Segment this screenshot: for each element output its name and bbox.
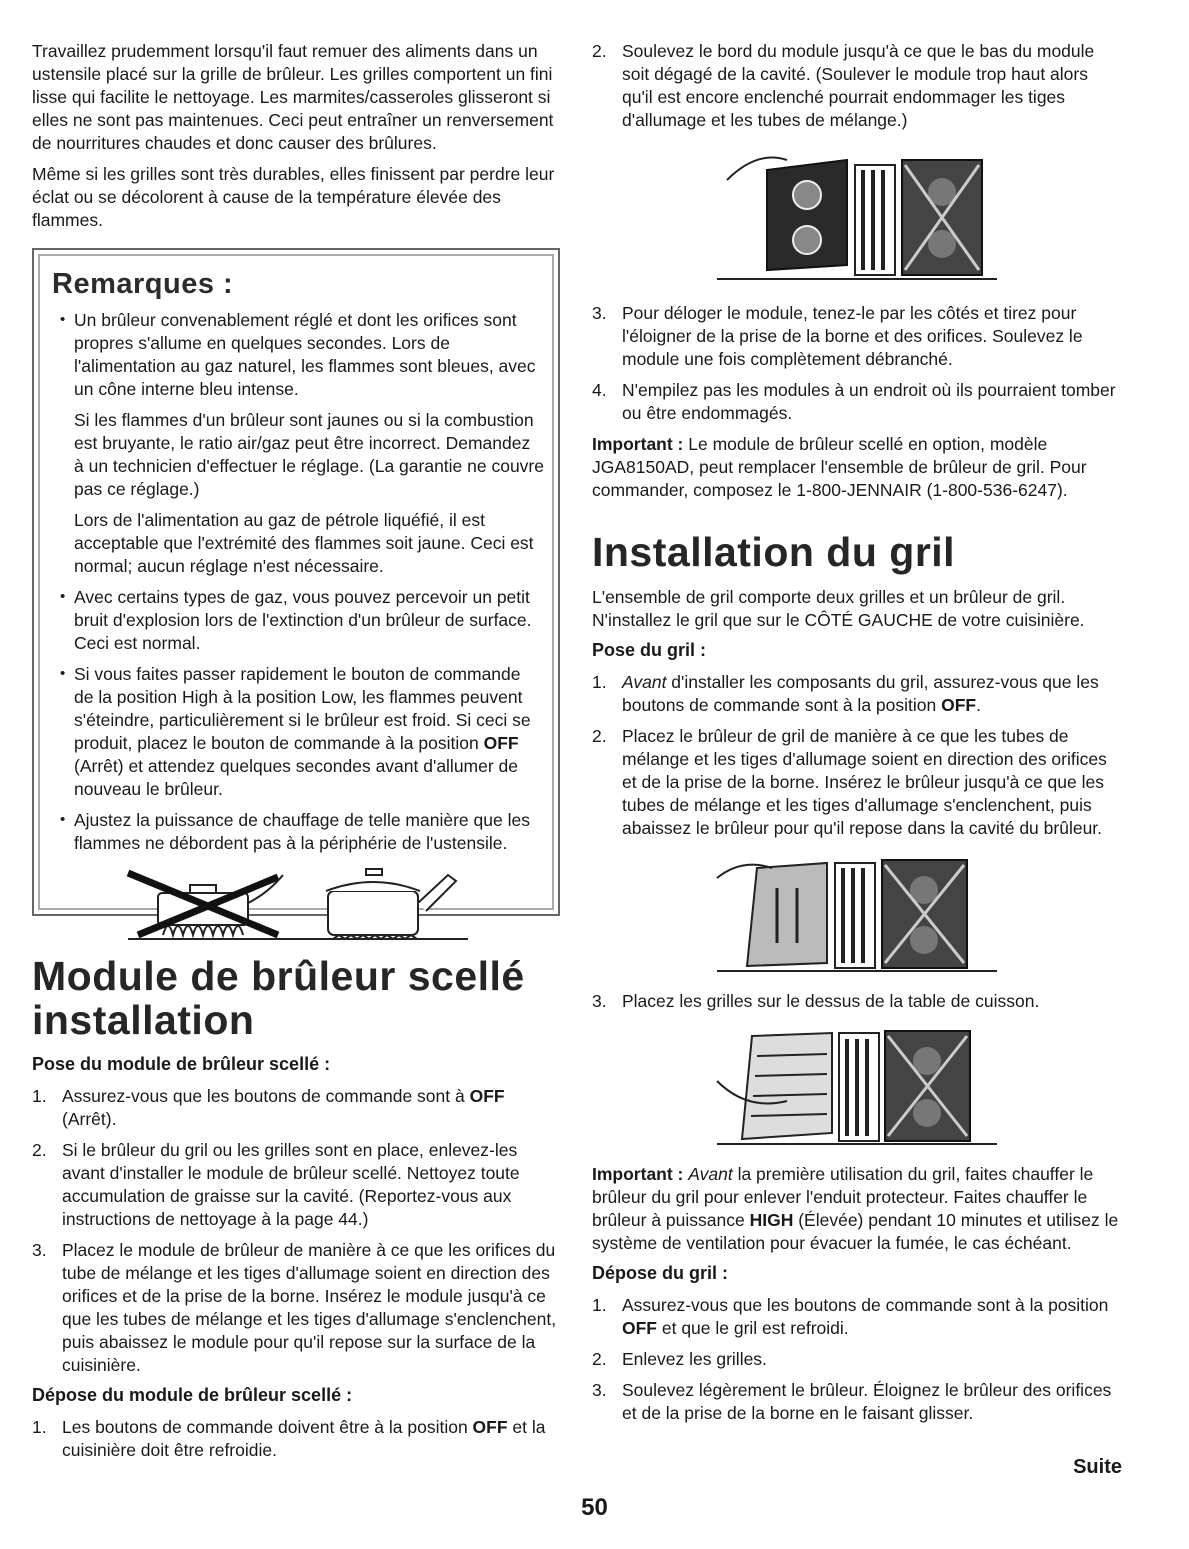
wrong-flame-icon [128, 873, 283, 935]
notes-bullet: • Si vous faites passer rapidement le bouton de commande de la position High à la position Low, les flammes peuvent s'éteindre, particulièrement si le brûleur est froid. Si ceci se produit, placez le bouton de commande à la position OFF (Arrêt) et attendez quelques secondes avant d'allumer de nouveau le brûleur. [60, 664, 531, 799]
depose-gril-step: 3. Soulevez légèrement le brûleur. Éloignez le brûleur des orifices et de la prise de la borne en le faisant glisser. [592, 1380, 1112, 1423]
gril-intro: L'ensemble de gril comporte deux grilles et un brûleur de gril. N'installez le gril que sur le CÔTÉ GAUCHE de votre cuisinière. [592, 587, 1085, 630]
gril-grate-icon [717, 1033, 832, 1139]
gril-install-illustration [707, 848, 1007, 978]
cookware-illustration [118, 863, 478, 943]
notes-bullet: • Avec certains types de gaz, vous pouvez percevoir un petit bruit d'explosion lors de l'extinction d'un brûleur de surface. Ceci est normal. [60, 587, 532, 653]
vent-grille-icon [855, 165, 895, 275]
module-removal-step: 2. Soulevez le bord du module jusqu'à ce que le bas du module soit dégagé de la cavité. (Soulever le module trop haut alors qu'il est encore enclenché pourrait endommager les tiges d'allumage et les tubes de mélange.) [592, 41, 1095, 130]
notes-box [32, 248, 560, 916]
gril-burner-icon [717, 863, 827, 966]
notes-bullet: • Un brûleur convenablement réglé et dont les orifices sont propres s'allume en quelques secondes. Lors de l'alimentation au gaz naturel, les flammes sont bleues, avec un cône interne bleu intense. [60, 310, 536, 399]
vent-grille-icon [839, 1033, 879, 1141]
depose-gril-step: 2. Enlevez les grilles. [592, 1349, 767, 1369]
pose-module-subheading: Pose du module de brûleur scellé : [32, 1054, 331, 1074]
pose-gril-step: 2. Placez le brûleur de gril de manière à ce que les tubes de mélange et les tiges d'allumage soient en direction des orifices et de la prise de la borne. Insérez le brûleur jusqu'à ce que les tubes de mélange et les tiges d'allumage s'enclenchent, puis abaissez le brûleur pour qu'il repose dans la cavité du brûleur. [592, 726, 1107, 838]
important-note-module: Important : Le module de brûleur scellé en option, modèle JGA8150AD, peut remplacer l'ensemble de brûleur de gril. Pour commander, composez le 1-800-JENNAIR (1-800-536-6247). [592, 434, 1087, 500]
depose-gril-subheading: Dépose du gril : [592, 1263, 729, 1283]
burner-grate-icon [902, 160, 982, 275]
notes-subparagraph: Si les flammes d'un brûleur sont jaunes ou si la combustion est bruyante, le ratio air/gaz peut être incorrect. Demandez à un technicien d'effectuer le réglage. (La garantie ne couvre pas ce réglage.) [74, 410, 544, 499]
notes-title: Remarques : [52, 268, 234, 300]
module-heading: Module de brûleur scellé installation [32, 953, 525, 1043]
pose-module-step: 1. Assurez-vous que les boutons de commande sont à OFF (Arrêt). [32, 1086, 505, 1129]
gril-heading: Installation du gril [592, 529, 956, 575]
important-note-gril: Important : Avant la première utilisation du gril, faites chauffer le brûleur du gril pour enlever l'enduit protecteur. Faites chauffer le brûleur à puissance HIGH (Élevée) pendant 10 minutes et utilisez le système de ventilation pour évacuer la fumée, le cas échéant. [592, 1164, 1119, 1253]
continued-label: Suite [1073, 1456, 1122, 1478]
module-removal-step: 3. Pour déloger le module, tenez-le par les côtés et tirez pour l'éloigner de la prise de la borne et des orifices. Soulevez le module une fois complètement débranché. [592, 303, 1083, 369]
depose-module-subheading: Dépose du module de brûleur scellé : [32, 1385, 353, 1405]
intro-paragraph-2: Même si les grilles sont très durables, elles finissent par perdre leur éclat ou se décolorent à cause de la température élevée des flammes. [32, 164, 555, 230]
module-removal-step: 4. N'empilez pas les modules à un endroit où ils pourraient tomber ou être endommagés. [592, 380, 1116, 423]
pose-module-step: 2. Si le brûleur du gril ou les grilles sont en place, enlevez-les avant d'installer le module de brûleur scellé. Nettoyez toute accumulation de graisse sur la cavité. (Reportez-vous aux instructions de nettoyage à la page 44.) [32, 1140, 520, 1229]
right-column [592, 40, 1122, 1433]
vent-grille-icon [835, 863, 875, 968]
notes-subparagraph: Lors de l'alimentation au gaz de pétrole liquéfié, il est acceptable que l'extrémité des flammes soit jaune. Ceci est normal; aucun réglage n'est nécessaire. [74, 510, 534, 576]
pose-gril-step: 1. Avant d'installer les composants du gril, assurez-vous que les boutons de commande sont à la position OFF. [592, 672, 1099, 715]
burner-module-icon [727, 158, 847, 271]
pose-gril-step: 3. Placez les grilles sur le dessus de la table de cuisson. [592, 991, 1040, 1011]
depose-module-step: 1. Les boutons de commande doivent être à la position OFF et la cuisinière doit être refroidie. [32, 1417, 546, 1460]
intro-paragraph-1: Travaillez prudemment lorsqu'il faut remuer des aliments dans un ustensile placé sur la grille de brûleur. Les grilles comportent un fini lisse qui facilite le nettoyage. Les marmites/casseroles glisseront si elles ne sont pas maintenues. Ceci peut entraîner un renversement de nourritures chaudes et donc causer des brûlures. [32, 41, 554, 153]
burner-grate-icon [882, 860, 967, 968]
page-number: 50 [581, 1494, 608, 1521]
correct-pot-icon [326, 869, 456, 939]
notes-bullet: • Ajustez la puissance de chauffage de telle manière que les flammes ne débordent pas à la périphérie de l'ustensile. [60, 810, 530, 853]
burner-grate-icon [885, 1031, 970, 1141]
depose-gril-step: 1. Assurez-vous que les boutons de commande sont à la position OFF et que le gril est refroidi. [592, 1295, 1109, 1338]
pose-gril-subheading: Pose du gril : [592, 640, 707, 660]
pose-module-step: 3. Placez le module de brûleur de manière à ce que les orifices du tube de mélange et les tiges d'allumage soient en direction des orifices et de la prise de la borne. Insérez le module jusqu'à ce que les tubes de mélange et les tiges d'allumage s'enclenchent, puis abaissez le module pour qu'il repose sur la surface de la cuisinière. [32, 1240, 557, 1375]
module-lift-illustration [707, 140, 1007, 290]
left-column [32, 40, 560, 1470]
grilles-placement-illustration [707, 1021, 1007, 1151]
